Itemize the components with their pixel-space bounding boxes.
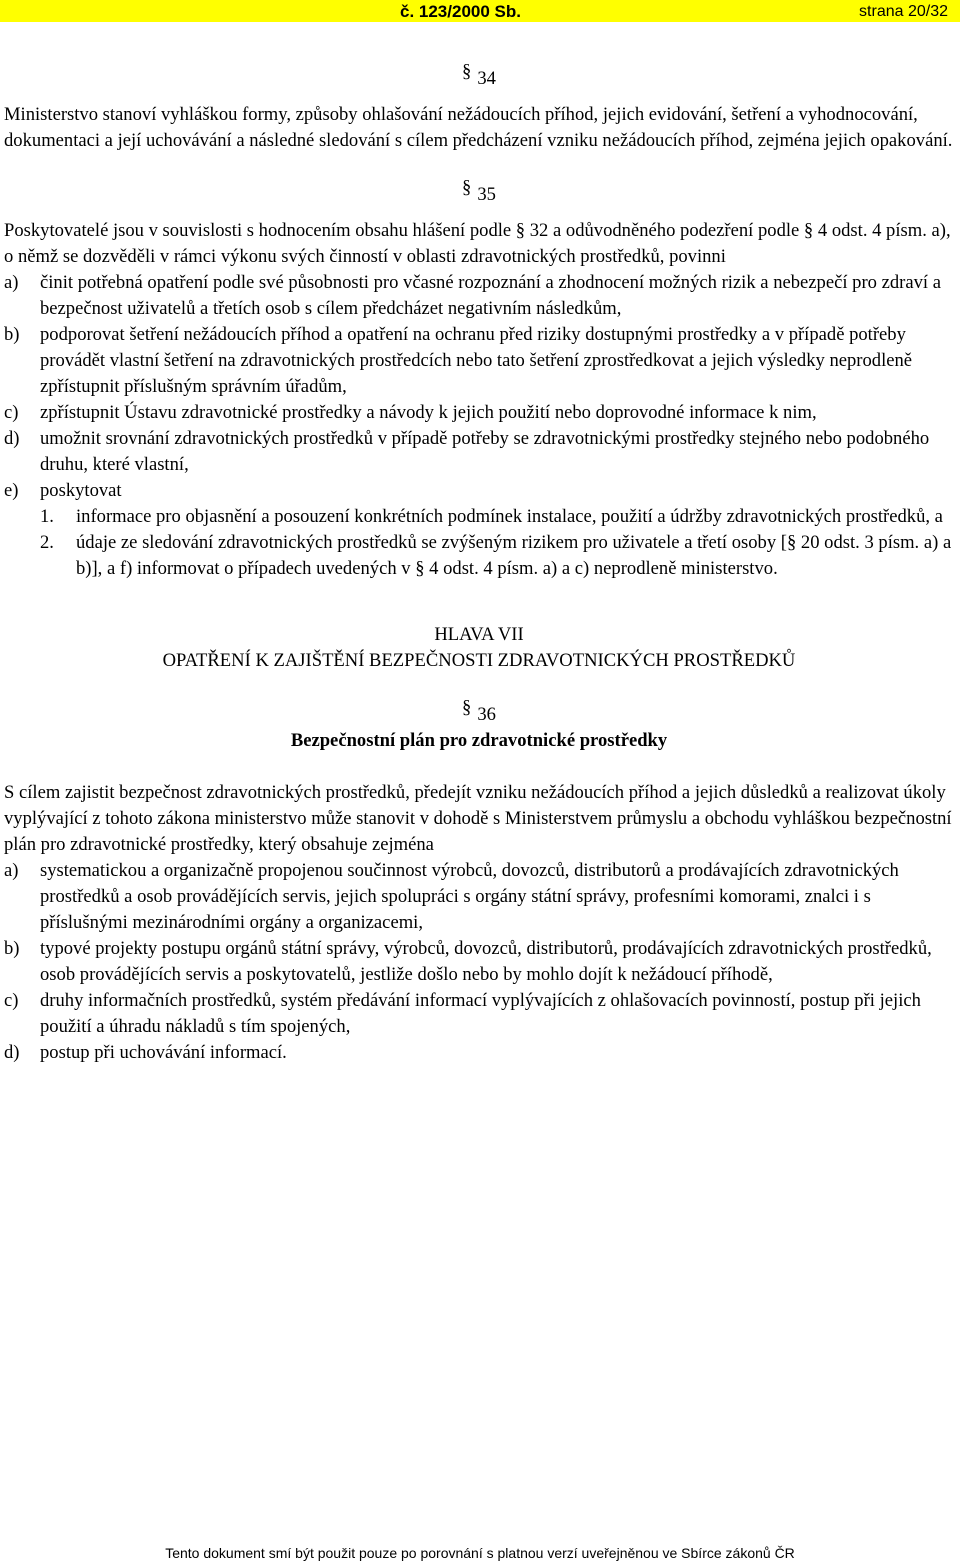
section-36-title: Bezpečnostní plán pro zdravotnické prostředky xyxy=(290,730,668,751)
list-item xyxy=(4,322,954,400)
sub-list-item xyxy=(40,504,954,530)
section-35-intro: Poskytovatelé jsou v souvislosti s hodnocením obsahu hlášení podle § 32 a odůvodněného podezření podle § 4 odst. 4 písm. a), o němž se dozvěděli v rámci výkonu svých činností v oblasti zdravotnických prostředků, povinni xyxy=(4,220,951,267)
sub-list-item xyxy=(40,530,954,582)
list-item xyxy=(4,426,954,478)
sub-list xyxy=(4,504,954,582)
section-symbol: § xyxy=(462,697,472,718)
list-item xyxy=(4,478,954,504)
section-symbol: § xyxy=(462,61,472,82)
list-item-text: umožnit srovnání zdravotnických prostředků v případě potřeby se zdravotnickými prostředky stejného nebo podobného druhu, které vlastní, xyxy=(40,428,930,475)
list-marker: d) xyxy=(4,1042,20,1063)
list-item-text: typové projekty postupu orgánů státní správy, výrobců, dovozců, distributorů, prodávajících zdravotnických prostředků, osob provádějících servis a poskytovatelů, jestliže došlo nebo by mohlo dojít k nežádoucí příhodě, xyxy=(40,938,932,985)
document-number: č. 123/2000 Sb. xyxy=(400,2,521,21)
list-item xyxy=(4,858,954,936)
list-marker: a) xyxy=(4,272,19,293)
section-34-text: Ministerstvo stanoví vyhláškou formy, způsoby ohlašování nežádoucích příhod, jejich evidování, šetření a vyhodnocování, dokumentaci a její uchovávání a následné sledování s cílem předcházení vzniku nežádoucích příhod, zejména jejich opakování. xyxy=(4,104,953,151)
chapter-title: OPATŘENÍ K ZAJIŠTĚNÍ BEZPEČNOSTI ZDRAVOTNICKÝCH PROSTŘEDKŮ xyxy=(162,650,796,671)
page-footer: Tento dokument smí být použit pouze po porovnání s platnou verzí uveřejněnou ve Sbírce zákonů ČR xyxy=(165,1545,795,1561)
section-36-intro: S cílem zajistit bezpečnost zdravotnických prostředků, předejít vzniku nežádoucích příhod a jejich důsledků a realizovat úkoly vyplývající z tohoto zákona ministerstvo může stanovit v dohodě s Ministerstvem průmyslu a obchodu vyhláškou bezpečnostní plán pro zdravotnické prostředky, který obsahuje zejména xyxy=(4,782,952,855)
section-number: 35 xyxy=(477,184,496,205)
list-item xyxy=(4,1040,954,1066)
chapter-label: HLAVA VII xyxy=(434,624,524,645)
section-symbol: § xyxy=(462,177,472,198)
section-number: 34 xyxy=(477,68,496,89)
list-item-text: druhy informačních prostředků, systém předávání informací vyplývajících z ohlašovacích povinností, postup při jejich použití a úhradu nákladů s tím spojených, xyxy=(40,990,921,1037)
list-marker: 1. xyxy=(40,506,54,527)
list-item xyxy=(4,936,954,988)
section-36-list xyxy=(4,858,954,1066)
list-item-text: údaje ze sledování zdravotnických prostředků se zvýšeným rizikem pro uživatele a třetí osoby [§ 20 odst. 3 písm. a) a b)], a f) informovat o případech uvedených v § 4 odst. 4 písm. a) a c) neprodleně ministerstvo. xyxy=(76,532,952,579)
list-item-text: poskytovat xyxy=(40,480,122,501)
section-number: 36 xyxy=(477,704,496,725)
list-marker: c) xyxy=(4,402,19,423)
list-item-text: informace pro objasnění a posouzení konkrétních podmínek instalace, použití a údržby zdravotnických prostředků, a xyxy=(76,506,943,527)
list-item xyxy=(4,988,954,1040)
page-header xyxy=(0,0,960,22)
section-34-heading xyxy=(4,61,954,92)
list-item-text: postup při uchovávání informací. xyxy=(40,1042,287,1063)
list-marker: a) xyxy=(4,860,19,881)
list-marker: d) xyxy=(4,428,20,449)
list-marker: b) xyxy=(4,938,20,959)
list-marker: e) xyxy=(4,480,19,501)
list-item-text: systematickou a organizačně propojenou součinnost výrobců, dovozců, distributorů a prodávajících zdravotnických prostředků a osob provádějících servis, jejich spolupráci s orgány státní správy, profesními komorami, znalci i s příslušnými mezinárodními orgány a organizacemi, xyxy=(40,860,899,933)
list-marker: b) xyxy=(4,324,20,345)
page-indicator: strana 20/32 xyxy=(859,3,948,20)
section-36-heading xyxy=(4,697,954,728)
section-35-list xyxy=(4,270,954,582)
section-35-heading xyxy=(4,177,954,208)
list-item-text: zpřístupnit Ústavu zdravotnické prostředky a návody k jejich použití nebo doprovodné informace k nim, xyxy=(40,402,817,423)
list-item-text: podporovat šetření nežádoucích příhod a opatření na ochranu před riziky dostupnými prostředky a v případě potřeby provádět vlastní šetření na zdravotnických prostředcích nebo tato šetření zprostředkovat a jejich výsledky neprodleně zpřístupnit příslušným správním úřadům, xyxy=(40,324,913,397)
list-item xyxy=(4,270,954,322)
list-marker: 2. xyxy=(40,532,54,553)
list-marker: c) xyxy=(4,990,19,1011)
list-item xyxy=(4,400,954,426)
list-item-text: činit potřebná opatření podle své působnosti pro včasné rozpoznání a zhodnocení možných rizik a nebezpečí pro zdraví a bezpečnost uživatelů a třetích osob s cílem předcházet negativním následkům, xyxy=(40,272,941,319)
document-body xyxy=(4,61,954,1066)
